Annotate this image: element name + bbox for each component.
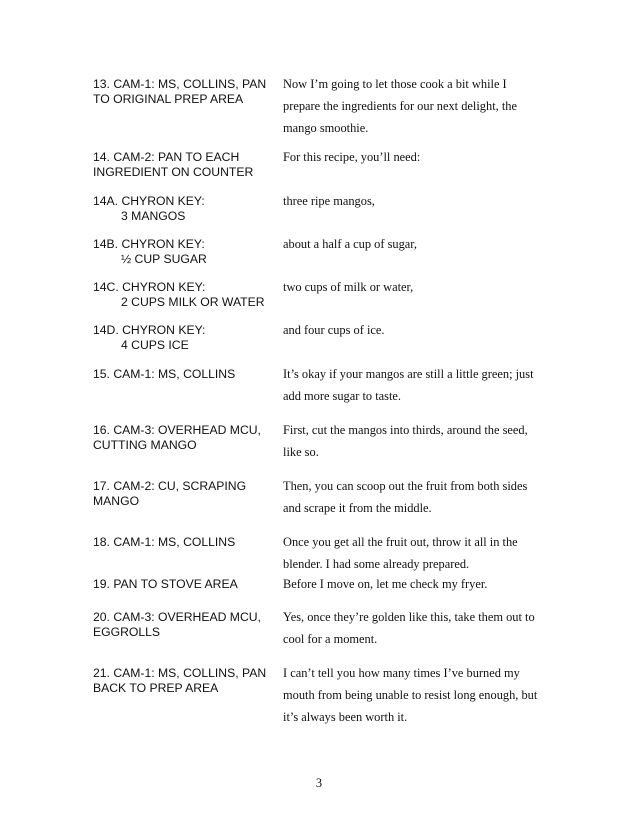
dialogue-line: two cups of milk or water, [283,280,414,294]
cue-line: 4 CUPS ICE [121,338,189,352]
cue-line: 14B. CHYRON KEY: [93,237,205,251]
dialogue-line: it’s always been worth it. [283,710,408,724]
cue-line: 15. CAM-1: MS, COLLINS [93,367,236,381]
cue-line: 2 CUPS MILK OR WATER [121,295,265,309]
dialogue-line: prepare the ingredients for our next delight, the [283,99,517,113]
cue-line: 13. CAM-1: MS, COLLINS, PAN [93,77,267,91]
cue-line: MANGO [93,494,140,508]
page-number: 3 [315,776,323,790]
dialogue-line: Once you get all the fruit out, throw it all in the [283,535,518,549]
cue-line: 21. CAM-1: MS, COLLINS, PAN [93,666,267,680]
cue-line: INGREDIENT ON COUNTER [93,165,254,179]
cue-line: 20. CAM-3: OVERHEAD MCU, [93,610,261,624]
cue-line: 18. CAM-1: MS, COLLINS [93,535,236,549]
cue-line: 16. CAM-3: OVERHEAD MCU, [93,423,261,437]
dialogue-line: Now I’m going to let those cook a bit while I [283,77,507,91]
dialogue-line: add more sugar to taste. [283,389,402,403]
dialogue-line: cool for a moment. [283,632,378,646]
dialogue-line: like so. [283,445,319,459]
cue-line: EGGROLLS [93,625,161,639]
dialogue-line: I can’t tell you how many times I’ve burned my [283,666,520,680]
dialogue-line: Then, you can scoop out the fruit from both sides [283,479,528,493]
cue-line: CUTTING MANGO [93,438,197,452]
cue-line: 14. CAM-2: PAN TO EACH [93,150,240,164]
dialogue-line: about a half a cup of sugar, [283,237,418,251]
dialogue-line: Yes, once they’re golden like this, take them out to [283,610,535,624]
cue-line: 19. PAN TO STOVE AREA [93,577,238,591]
cue-line: BACK TO PREP AREA [93,681,219,695]
dialogue-line: and four cups of ice. [283,323,385,337]
dialogue-line: First, cut the mangos into thirds, around the seed, [283,423,528,437]
dialogue-line: It’s okay if your mangos are still a little green; just [283,367,534,381]
dialogue-line: three ripe mangos, [283,194,375,208]
cue-line: 14D. CHYRON KEY: [93,323,206,337]
cue-line: 17. CAM-2: CU, SCRAPING [93,479,247,493]
cue-line: ½ CUP SUGAR [121,252,207,266]
cue-line: 3 MANGOS [121,209,186,223]
dialogue-line: For this recipe, you’ll need: [283,150,421,164]
cue-line: 14C. CHYRON KEY: [93,280,206,294]
dialogue-line: mango smoothie. [283,121,369,135]
dialogue-line: Before I move on, let me check my fryer. [283,577,488,591]
cue-line: TO ORIGINAL PREP AREA [93,92,244,106]
cue-line: 14A. CHYRON KEY: [93,194,205,208]
dialogue-line: mouth from being unable to resist long enough, but [283,688,538,702]
dialogue-line: and scrape it from the middle. [283,501,432,515]
dialogue-line: blender. I had some already prepared. [283,557,470,571]
